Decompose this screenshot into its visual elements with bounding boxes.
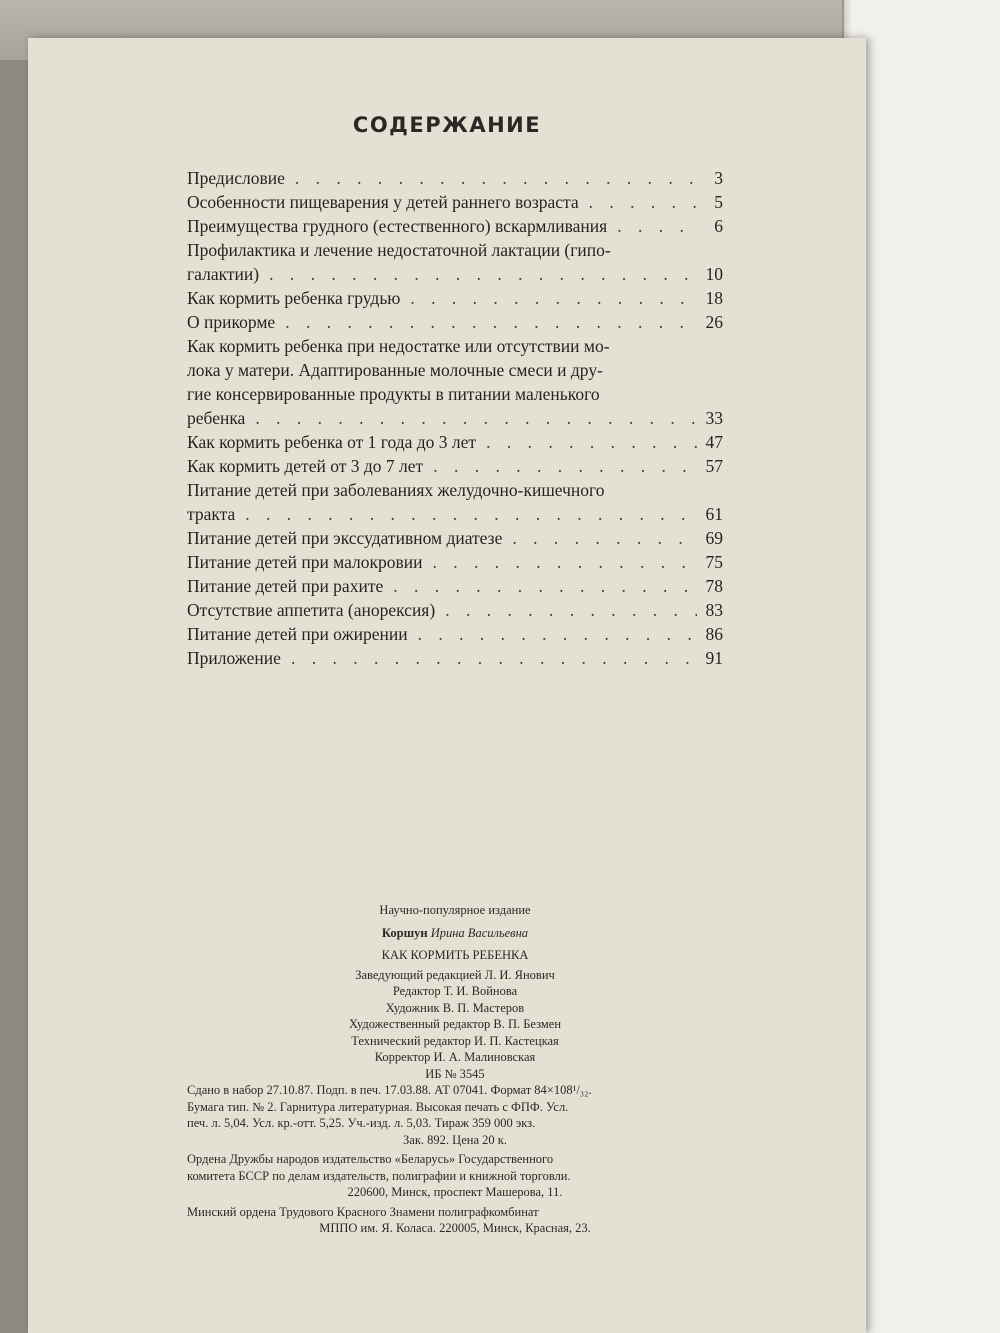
toc-page-number: 18 — [705, 288, 723, 308]
toc-entry — [187, 550, 723, 574]
dot-leader — [400, 286, 697, 310]
dot-leader — [423, 550, 697, 574]
dot-leader — [408, 622, 697, 646]
toc-entry-text: лока у матери. Адаптированные молочные смеси и дру- — [187, 360, 603, 380]
toc-entry — [187, 334, 723, 430]
printer-address: МППО им. Я. Коласа. 220005, Минск, Красная, 23. — [319, 1221, 591, 1235]
print-details-line: печ. л. 5,04. Усл. кр.-отт. 5,25. Уч.-изд. л. 5,03. Тираж 359 000 экз. — [187, 1116, 536, 1130]
toc-page-number: 5 — [714, 192, 723, 212]
toc-entry-text: Питание детей при экссудативном диатезе — [187, 528, 503, 548]
dot-leader — [285, 166, 697, 190]
toc-entry-text: галактии) — [187, 264, 260, 284]
toc-entry — [187, 622, 723, 646]
dot-leader — [275, 310, 697, 334]
dot-leader — [607, 214, 697, 238]
toc-entry-text: Предисловие — [187, 168, 285, 188]
toc-entry — [187, 478, 723, 526]
toc-entry-text: Преимущества грудного (естественного) вскармливания — [187, 216, 608, 236]
author-surname: Коршун — [381, 925, 428, 940]
credit-line: Художественный редактор В. П. Безмен — [348, 1017, 562, 1031]
imprint-block — [187, 902, 723, 1237]
publisher-line: Ордена Дружбы народов издательство «Беларусь» Государственного — [187, 1152, 554, 1166]
author-name: Ирина Васильевна — [430, 925, 529, 940]
dot-leader — [435, 598, 697, 622]
author-line — [187, 925, 723, 942]
toc-entry-text: Приложение — [187, 648, 281, 668]
dot-leader — [423, 454, 697, 478]
toc-page-number: 78 — [705, 576, 723, 596]
dot-leader — [245, 406, 697, 430]
toc-page-number: 33 — [705, 408, 723, 428]
toc-entry-text: гие консервированные продукты в питании маленького — [187, 384, 600, 404]
toc-page-number: 26 — [705, 312, 723, 332]
dot-leader — [579, 190, 697, 214]
table-of-contents — [187, 166, 723, 670]
toc-entry-text: Отсутствие аппетита (анорексия) — [187, 600, 436, 620]
toc-entry-text: О прикорме — [187, 312, 276, 332]
toc-page-number: 10 — [705, 264, 723, 284]
dot-leader — [259, 262, 697, 286]
toc-entry — [187, 214, 723, 238]
toc-entry — [187, 238, 723, 286]
toc-page-number: 69 — [705, 528, 723, 548]
credit-line: Художник В. П. Мастеров — [385, 1000, 525, 1015]
toc-entry — [187, 430, 723, 454]
printer-line: Минский ордена Трудового Красного Знамени полиграфкомбинат — [187, 1204, 539, 1219]
publisher-line: комитета БССР по делам издательств, полиграфии и книжной торговли. — [187, 1168, 571, 1183]
dot-leader — [281, 646, 697, 670]
dot-leader — [502, 526, 697, 550]
toc-entry — [187, 166, 723, 190]
toc-page-number: 75 — [705, 552, 723, 572]
contents-heading: СОДЕРЖАНИЕ — [352, 113, 542, 137]
toc-page-number: 83 — [705, 600, 723, 620]
print-details-line: Сдано в набор 27.10.87. Подп. в печ. 17.03.88. АТ 07041. Формат 84×108¹/₃₂. — [187, 1083, 592, 1097]
toc-entry-text: Питание детей при рахите — [187, 576, 384, 596]
dot-leader — [476, 430, 697, 454]
toc-entry — [187, 454, 723, 478]
credit-line: Корректор И. А. Малиновская — [374, 1050, 536, 1064]
toc-entry-text: Особенности пищеварения у детей раннего возраста — [187, 192, 579, 212]
toc-page-number: 57 — [705, 456, 723, 476]
order-price: Зак. 892. Цена 20 к. — [403, 1132, 507, 1147]
book-title: КАК КОРМИТЬ РЕБЕНКА — [381, 948, 529, 962]
credit-line: Технический редактор И. П. Кастецкая — [351, 1033, 559, 1048]
toc-entry-text: Питание детей при заболеваниях желудочно-кишечного — [187, 480, 605, 500]
dot-leader — [383, 574, 697, 598]
toc-page-number: 91 — [705, 648, 723, 668]
toc-entry-text: ребенка — [187, 408, 246, 428]
toc-page-number: 3 — [714, 168, 723, 188]
publisher-address: 220600, Минск, проспект Машерова, 11. — [347, 1185, 563, 1199]
toc-entry — [187, 574, 723, 598]
credit-line: Редактор Т. И. Войнова — [392, 984, 518, 998]
toc-entry — [187, 286, 723, 310]
toc-entry — [187, 598, 723, 622]
ib-number: ИБ № 3545 — [425, 1066, 485, 1081]
toc-entry-text: тракта — [187, 504, 236, 524]
toc-entry-text: Как кормить ребенка при недостатке или отсутствии мо- — [187, 336, 610, 356]
toc-entry — [187, 310, 723, 334]
genre-line: Научно-популярное издание — [379, 903, 531, 917]
dot-leader — [235, 502, 697, 526]
toc-entry-text: Питание детей при ожирении — [187, 624, 408, 644]
toc-entry-text: Как кормить ребенка грудью — [187, 288, 401, 308]
toc-entry — [187, 190, 723, 214]
toc-entry-text: Как кормить ребенка от 1 года до 3 лет — [187, 432, 477, 452]
toc-page-number: 47 — [705, 432, 723, 452]
print-details-line: Бумага тип. № 2. Гарнитура литературная. Высокая печать с ФПФ. Усл. — [187, 1099, 569, 1114]
toc-page-number: 6 — [714, 216, 723, 236]
toc-entry-text: Профилактика и лечение недостаточной лактации (гипо- — [187, 240, 611, 260]
toc-entry-text: Как кормить детей от 3 до 7 лет — [187, 456, 424, 476]
toc-entry — [187, 646, 723, 670]
toc-entry-text: Питание детей при малокровии — [187, 552, 423, 572]
toc-page-number: 61 — [705, 504, 723, 524]
credit-line: Заведующий редакцией Л. И. Янович — [355, 967, 555, 982]
toc-page-number: 86 — [705, 624, 723, 644]
toc-entry — [187, 526, 723, 550]
